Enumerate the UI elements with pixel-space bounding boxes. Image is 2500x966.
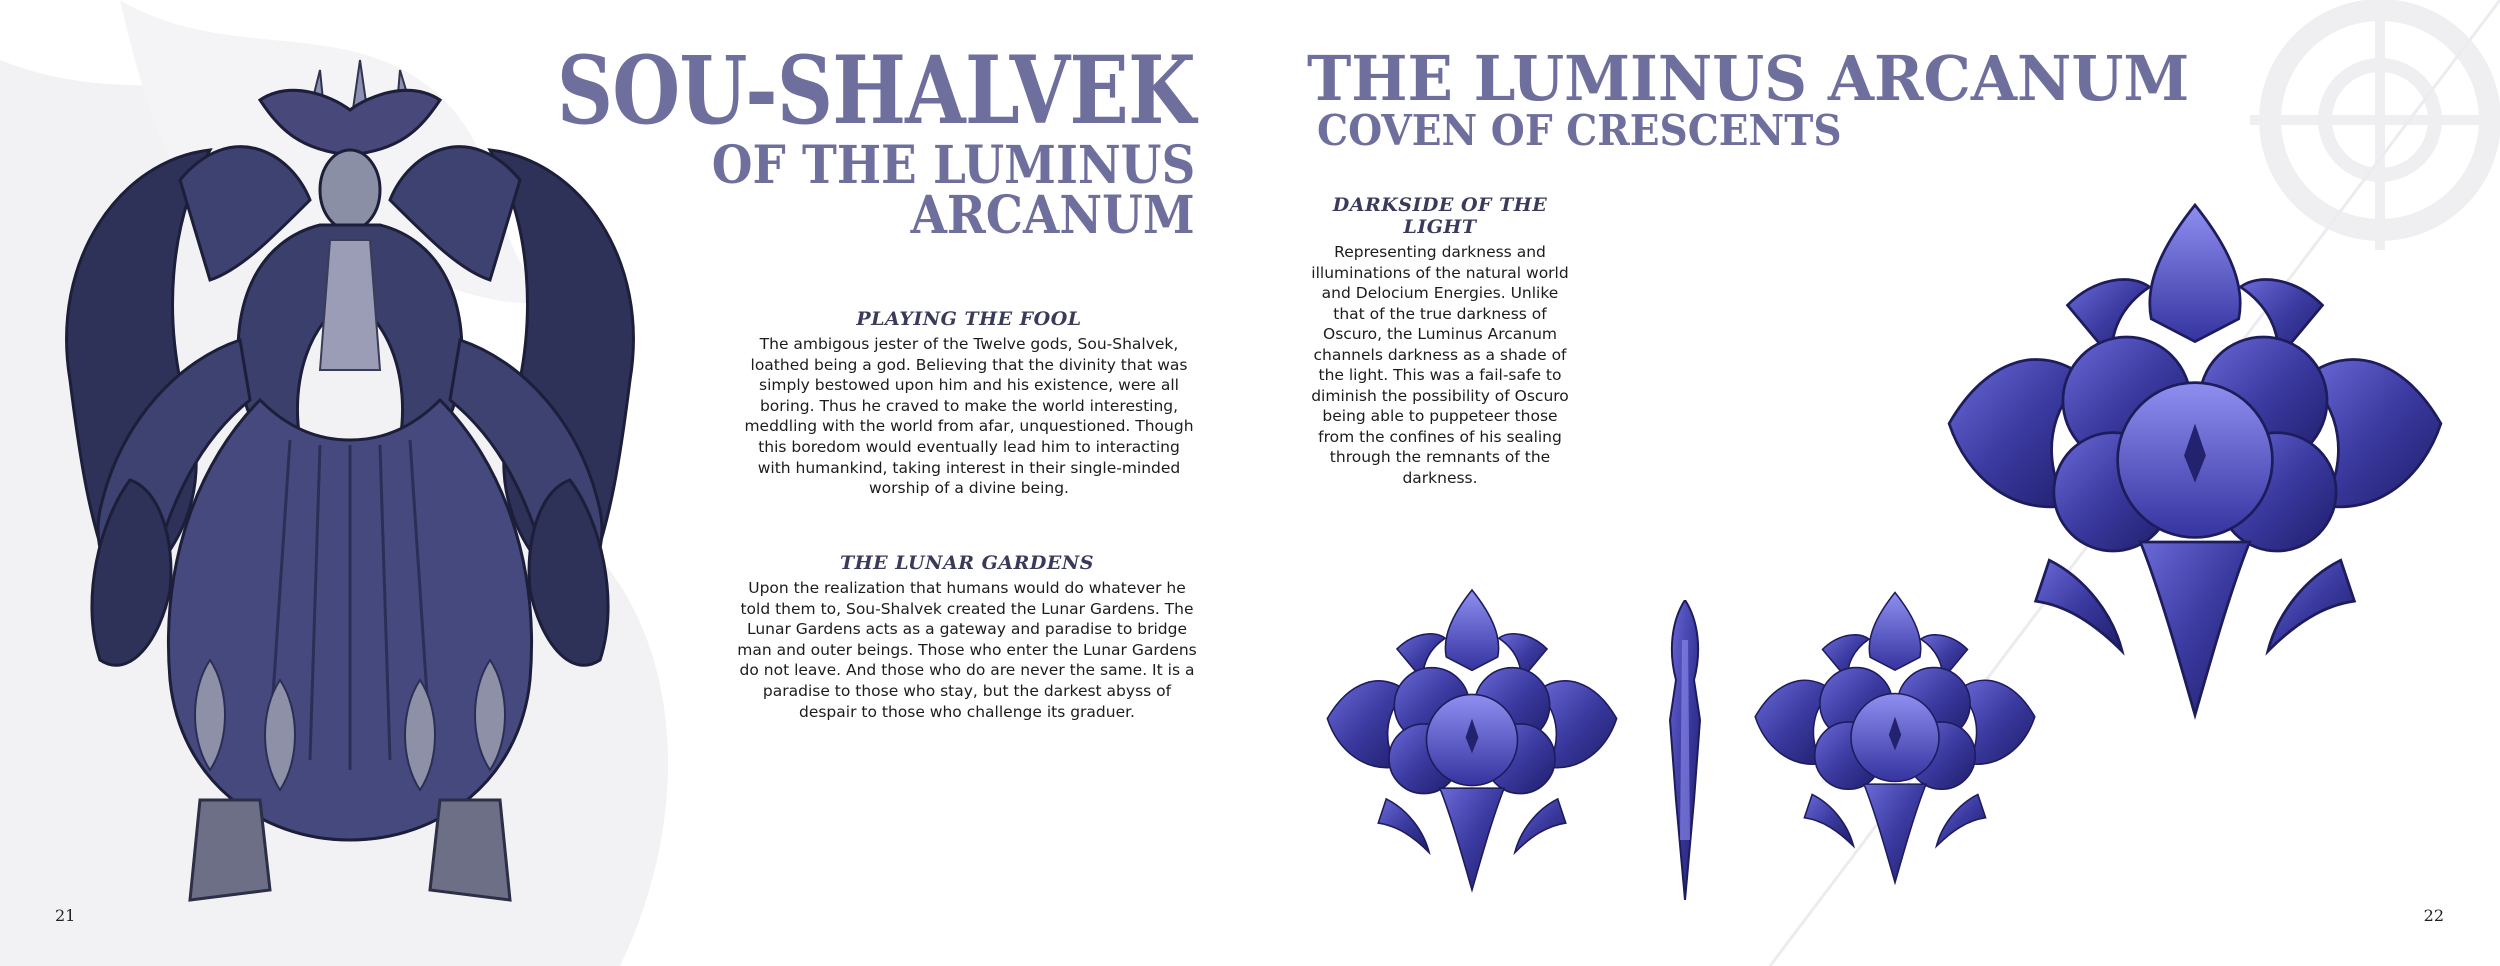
- right-page: [1250, 0, 2500, 966]
- page-subtitle-line1: OF THE LUMINUS: [711, 135, 1195, 196]
- emblem-front: [1322, 565, 1622, 915]
- section-playing-the-fool: [744, 308, 1194, 499]
- section-darkside-of-the-light: [1305, 194, 1575, 488]
- page-title: THE LUMINUS ARCANUM: [1307, 42, 2190, 115]
- page-number: 21: [55, 906, 76, 925]
- page-subtitle: COVEN OF CRESCENTS: [1317, 106, 1842, 155]
- page-title: SOU-SHALVEK: [556, 36, 1195, 146]
- page-subtitle-line2: ARCANUM: [910, 185, 1195, 246]
- section-body: The ambigous jester of the Twelve gods, Sou-Shalvek, loathed being a god. Believing that the divinity that was simply bestowed upon him and his existence, were all boring. Thus he craved to make the world interesting, meddling with the world from afar, unquestioned. Though this boredom would eventually lead him to interacting with humankind, taking interest in their single-minded worship of a divine being.: [744, 335, 1194, 498]
- section-heading: PLAYING THE FOOL: [856, 308, 1082, 330]
- emblem-side: [1660, 600, 1710, 900]
- section-lunar-gardens: [737, 552, 1197, 722]
- section-body: Upon the realization that humans would do whatever he told them to, Sou-Shalvek created the Lunar Gardens. The Lunar Gardens acts as a gateway and paradise to bridge man and outer beings. Those who enter the Lunar Gardens do not leave. And those who do are never the same. It is a paradise to those who stay, but the darkest abyss of despair to those who challenge its graduer.: [737, 579, 1197, 721]
- section-body: Representing darkness and illuminations of the natural world and Delocium Energies. Unlike that of the true darkness of Oscuro, the Luminus Arcanum channels darkness as a shade of the light. This was a fail-safe to diminish the possibility of Oscuro being able to puppeteer those from the confines of his sealing through the remnants of the darkness.: [1311, 243, 1569, 487]
- emblem-back: [1750, 565, 2040, 910]
- section-heading: THE LUNAR GARDENS: [840, 552, 1094, 574]
- jester-god-figure: [60, 40, 640, 920]
- section-heading: DARKSIDE OF THE LIGHT: [1332, 194, 1548, 238]
- page-number: 22: [2423, 906, 2444, 925]
